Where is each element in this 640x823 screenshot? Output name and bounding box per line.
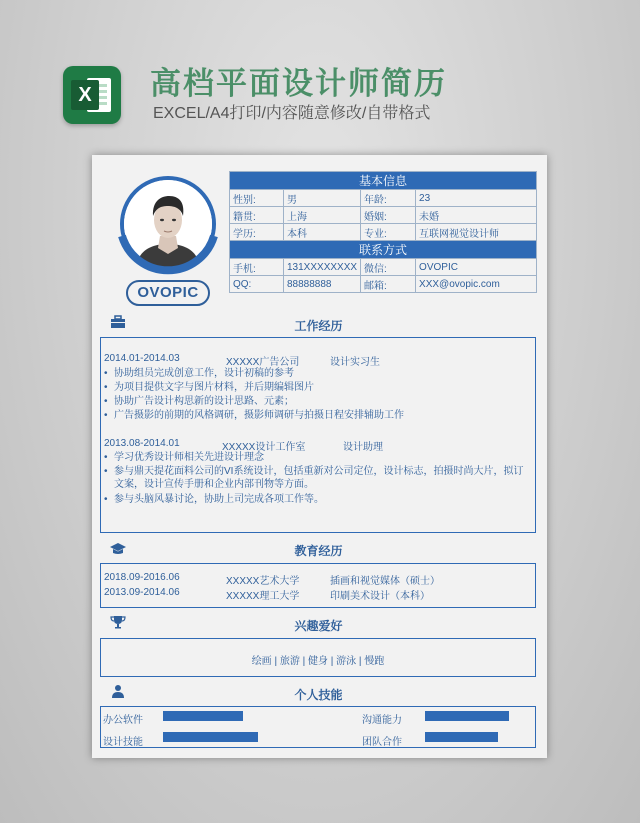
contact-row [230,276,537,293]
excel-icon [63,66,121,124]
edu-major: 印刷美术设计（本科） [330,591,430,602]
edu-school: XXXXX艺术大学 [226,576,300,587]
skill-bar [425,711,509,721]
info-value: 互联网视觉设计师 [416,224,537,241]
info-label: 专业: [361,224,416,241]
contact-row [230,259,537,276]
info-label: 学历: [230,224,284,241]
info-value: 23 [416,190,537,207]
contact-title: 联系方式 [230,241,537,259]
job-bullet: • 参与头脑风暴讨论，协助上司完成各项工作等。 [104,493,532,506]
contact-label: 微信: [361,259,416,276]
edu-period: 2018.09-2016.06 [104,572,180,583]
page-subtitle: EXCEL/A4打印/内容随意修改/自带格式 [153,105,431,122]
job-period: 2013.08-2014.01 [104,438,180,449]
skill-label: 沟通能力 [362,715,402,726]
info-label: 婚姻: [361,207,416,224]
contact-value: 131XXXXXXXX [284,259,361,276]
hobbies-section-title: 兴趣爱好 [294,619,343,633]
job-company: XXXXX设计工作室 [222,442,306,453]
info-value: 本科 [284,224,361,241]
contact-label: 邮箱: [361,276,416,293]
job-role: 设计助理 [343,442,383,453]
skill-bar [163,732,258,742]
avatar-ring-accent [116,172,220,276]
page-title: 高档平面设计师简历 [150,66,447,101]
job-bullet: • 协助组员完成创意工作，设计初稿的参考 [104,367,532,380]
info-row [230,190,537,207]
skill-label: 团队合作 [362,737,402,748]
contact-label: QQ: [230,276,284,293]
info-value: 男 [284,190,361,207]
info-value: 上海 [284,207,361,224]
hobbies-text: 绘画 | 旅游 | 健身 | 游泳 | 慢跑 [251,656,385,667]
work-section-title: 工作经历 [294,319,343,333]
edu-school: XXXXX理工大学 [226,591,300,602]
info-label: 性别: [230,190,284,207]
contact-value: 88888888 [284,276,361,293]
contact-value: XXX@ovopic.com [416,276,537,293]
edu-period: 2013.09-2014.06 [104,587,180,598]
contact-label: 手机: [230,259,284,276]
job-bullet: • 协助广告设计构思新的设计思路、元素； [104,395,532,408]
job-period: 2014.01-2014.03 [104,353,180,364]
job-bullet: • 广告摄影的前期的风格调研，摄影师调研与拍摄日程安排辅助工作 [104,409,532,422]
job-bullet: • 参与鼎天提花面料公司的VI系统设计，包括重新对公司定位，设计标志，拍摄时尚大片，拟订文案，设计宣传手册和企业内部刊物等方面。 [104,465,532,491]
job-company: XXXXX广告公司 [226,357,300,368]
job-role: 设计实习生 [330,357,380,368]
skill-label: 办公软件 [103,715,143,726]
info-row [230,207,537,224]
skill-bar [425,732,498,742]
contact-value: OVOPIC [416,259,537,276]
info-value: 未婚 [416,207,537,224]
edu-major: 插画和视觉媒体（硕士） [330,576,440,587]
job-bullet: • 为项目提供文字与图片材料，并后期编辑图片 [104,381,532,394]
profile-name: OVOPIC [126,280,210,306]
skill-label: 设计技能 [103,737,143,748]
education-section-title: 教育经历 [294,544,343,558]
info-label: 年龄: [361,190,416,207]
info-label: 籍贯: [230,207,284,224]
info-row [230,224,537,241]
info-table [229,171,537,293]
skill-bar [163,711,243,721]
education-box [100,563,536,608]
job-bullet: • 学习优秀设计师相关先进设计理念 [104,451,532,464]
skills-section-title: 个人技能 [294,688,343,702]
basic-info-title: 基本信息 [230,172,537,190]
excel-letter: X [71,80,99,110]
